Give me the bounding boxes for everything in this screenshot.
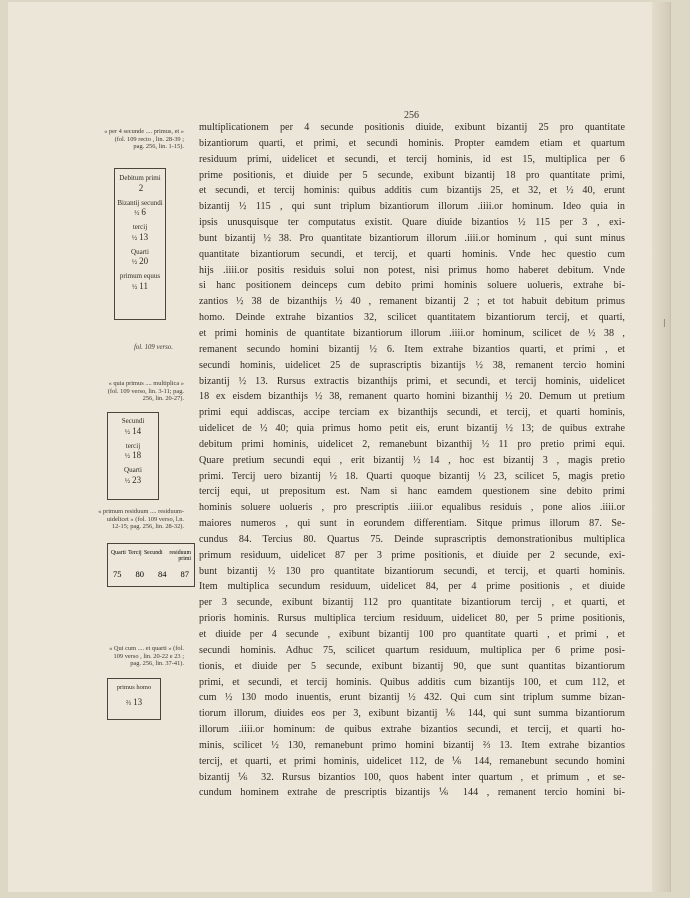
- table-header-cell: Tercij: [128, 550, 142, 556]
- text-line: bizantiorum quarti, et primi, et secundi hominis. Propter eamdem etiam et quartum: [199, 137, 625, 149]
- text-line: et secundi, et tercij hominis: quibus additis cum bizantijs 25, et 32, et ½ 40, erunt: [199, 185, 625, 197]
- box-entry-fraction: ½: [131, 233, 138, 242]
- box-entry-label: primum equus: [119, 272, 161, 280]
- box5-label: primus homo: [116, 684, 152, 691]
- text-line: cundum hominem extrahe de prescriptis bizantijs ⅙ 144 , remanent tercio homini bi-: [199, 787, 625, 799]
- calc-box-2: [107, 412, 159, 500]
- text-line: tercij equi, ut prepositum est. Nam si hanc eamdem questionem sine debito primi: [199, 486, 625, 498]
- text-line: secundi hominis. Adhuc 75, scilicet quartum residuum, multiplica per 6 prime posi-: [199, 644, 625, 656]
- text-line: tiorum illorum, diuides eos per 3, exibunt bizantij ⅙ 144, qui sunt summa bizantiorum: [199, 708, 625, 720]
- text-line: bunt bizantij ½ 38. Pro quantitate bizantiorum illorum .iiii.or hominum , qui sunt minus: [199, 232, 625, 244]
- margin-note-line: 109 verso , lin. 20-22 e 23 ;: [113, 652, 184, 660]
- margin-note-line: (fol. 109 recto , lin. 28-39 ;: [114, 135, 184, 143]
- text-line: prioris hominis. Rursus multiplica tercium residuum, uidelicet 80, per 5 prime positionis,: [199, 613, 625, 625]
- table-header-cell: residuum primi: [169, 550, 191, 562]
- text-line: per 3 secunde, exibunt bizantij 112 pro quantitate bizantiorum tercij , et quarti, et: [199, 597, 625, 609]
- box-entry-label: Secundi: [121, 417, 145, 425]
- calc-box-5: [107, 678, 161, 720]
- table-header-cell: Secundi: [143, 550, 163, 556]
- box-entry-label: tercij: [132, 223, 148, 231]
- box-entry-label: Bizantij secundi: [117, 198, 163, 207]
- text-line: cundus 84. Tercius 80. Quartus 75. Deinde suprascriptis demonstrationibus multiplica: [199, 533, 625, 545]
- box-entry-fraction: ½: [134, 209, 140, 217]
- text-line: bizantij ½ 13. Rursus extractis bizanthijs primi, et secundi, et tercij hominis, uidelicet: [199, 375, 625, 387]
- box-entry-number: 6: [141, 207, 146, 217]
- box-entry-value: [115, 207, 165, 219]
- margin-note-3: [60, 508, 184, 531]
- box5-value: [108, 697, 160, 709]
- box-entry-number: 20: [139, 256, 149, 266]
- box-entry-fraction: ½: [124, 427, 131, 436]
- text-line: bunt bizantij ½ 130 pro quantitate bizantiorum secundi, et tercij, et quarti hominis.: [199, 565, 625, 577]
- margin-note-4: [80, 645, 184, 668]
- table-value-cell: 84: [158, 569, 167, 579]
- box-entry-value: [108, 450, 158, 462]
- main-text-body: [199, 120, 625, 801]
- box-entry-value: [115, 281, 165, 293]
- text-line: bizantij ⅙ 32. Rursus bizantios 100, quos habent inter quartum , et primum , et se-: [199, 771, 625, 783]
- margin-note-line: pag. 256, lin. 1-15).: [133, 143, 184, 151]
- text-line: primum residuum, uidelicet 87 per 3 prime positionis, et diuide per 2 secunde, exi-: [199, 549, 625, 561]
- calc-box-1: [114, 168, 166, 320]
- text-line: prime positionis, et diuide per 5 secunde, exibunt bizantij 18 pro quantitate primi,: [199, 169, 625, 181]
- residuum-table: [107, 543, 195, 587]
- text-line: maiores numeros , qui sunt in eorundem differentiam. Sitque primus illorum 87. Se-: [199, 518, 625, 530]
- box-entry-label: Debitum primi: [119, 174, 161, 182]
- box-entry-number: 2: [138, 182, 144, 193]
- box-entry-label: tercij: [125, 441, 141, 450]
- text-line: tionis, et diuide per 5 secunde, exibunt bizantij 90, que sunt quantitas bizantiorum: [199, 660, 625, 672]
- box-entry-number: 14: [132, 425, 142, 436]
- text-line: multiplicationem per 4 secunde positionis diuide, exibunt bizantij 25 pro quantitate: [199, 122, 625, 133]
- table-value-cell: 87: [180, 569, 189, 579]
- box-entry-label: Quarti: [124, 466, 142, 474]
- text-line: et primi hominis de quantitate bizantiorum illorum .iiii.or hominum, scilicet de ½ 38 ,: [199, 327, 625, 339]
- margin-note-line: 256, lin. 20-27).: [142, 395, 184, 403]
- text-line: quantitate bizantiorum secundi, et tercij, et quarti hominis. Vnde hec questio cum: [199, 248, 625, 260]
- box-entry-number: 18: [132, 450, 142, 460]
- text-line: si hanc positionem deinceps cum debito primi hominis soluere uolueris, extrahe bi-: [199, 280, 625, 292]
- margin-note-line: « per 4 secunde .... primus, et »: [104, 128, 184, 135]
- text-line: et diuide per 4 secunde , exibunt bizantij 100 pro quantitate quarti , et primi , et: [199, 629, 625, 640]
- margin-note-line: (fol. 109 verso, lin. 3-11; pag.: [107, 387, 184, 395]
- margin-note-2: [66, 380, 184, 403]
- box-entry-fraction: ½: [131, 258, 138, 266]
- margin-mark: |: [663, 318, 665, 327]
- text-line: Item multiplica secundum residuum, uidelicet 84, per 4 prime positionis , et diuide: [199, 581, 625, 593]
- text-line: Quare pretium secundi equi , erit bizantij ½ 14 , hoc est bizantij 3 , magis pretio: [199, 454, 625, 466]
- box-entry-value: [108, 475, 158, 487]
- box5-number: 13: [133, 696, 143, 707]
- folio-reference: fol. 109 verso.: [134, 344, 173, 351]
- text-line: 18 ex eisdem bizanthijs ½ 38, remanent quarto homini bizanthij ½ 20. Demum ut pretium: [199, 391, 625, 403]
- text-line: primi equi addiscas, accipe terciam ex bizanthijs secundi, et tercij, et quarti hominis,: [199, 407, 625, 419]
- page-number: 256: [404, 110, 419, 121]
- text-line: remanent secundo homini bizantij ½ 6. Item extrahe bizantios quarti, et primi , et: [199, 343, 625, 355]
- text-line: zantios ½ 38 de bizanthijs ½ 40 , remanent bizantij 2 ; et tot habuit debitum primus: [199, 296, 625, 308]
- residuum-table-headers: [108, 550, 194, 562]
- text-line: illorum .iiii.or hominum: de quibus extrahe bizantios secundi, et tercij, et quarti ho-: [199, 724, 625, 736]
- book-spine-edge: [652, 2, 670, 892]
- text-line: hijs .iiii.or positis residuis solui non potest, nisi primus homo haberet debitum. Vnde: [199, 264, 625, 276]
- box-entry-number: 11: [139, 280, 148, 291]
- text-line: residuum primi, uidelicet et secundi, et tercij hominis, id est 15, multiplica per 6: [199, 153, 625, 165]
- box-entry-label: Quarti: [131, 247, 149, 256]
- box-entry-value: [115, 232, 165, 244]
- text-line: cum ½ 130 modo inuentis, erunt bizantij ½ 432. Qui cum sint triplum summe bizan-: [199, 692, 625, 704]
- text-line: hominis soluere uolueris , pro prescriptis .iiii.or equalibus residuis , pone alios .iiii.or: [199, 502, 625, 514]
- text-line: primi. Tercij uero bizantij ½ 18. Quarti quoque bizantij ½ 23, scilicet 5, magis pretio: [199, 470, 625, 482]
- table-value-cell: 80: [135, 569, 144, 579]
- box-entry-value: [115, 183, 165, 195]
- residuum-table-values: [108, 569, 194, 579]
- box-entry-value: [108, 426, 158, 438]
- table-value-cell: 75: [113, 569, 122, 579]
- margin-note-1: [66, 128, 184, 151]
- box-entry-number: 23: [132, 474, 142, 485]
- text-line: homo. Deinde extrahe bizantios 32, scilicet quantitatem bizantiorum tercij, et quarti,: [199, 312, 625, 324]
- margin-note-line: « primum residuum .... residuum-: [98, 508, 184, 515]
- text-line: debitum primi hominis, uidelicet 2, remanebunt bizanthij ½ 11 pro pretio primi equi.: [199, 438, 625, 450]
- box-entry-fraction: ½: [124, 452, 131, 460]
- margin-note-line: 12-15; pag. 256, lin. 28-32).: [111, 523, 184, 531]
- text-line: minis, scilicet ½ 130, remanebunt primo homini bizantij ⅔ 13. Item extrahe bizantios: [199, 739, 625, 751]
- box-entry-fraction: ½: [132, 282, 138, 291]
- box5-fraction: ⅔: [125, 698, 132, 707]
- text-line: secundi hominis, uidelicet 25 de suprascriptis bizantijs ½ 38, remanent tercio homini: [199, 359, 625, 371]
- box-entry-number: 13: [139, 231, 149, 242]
- margin-note-line: pag. 256, lin. 37-41).: [130, 660, 184, 668]
- box1-entries: [115, 174, 165, 297]
- box-entry-fraction: ½: [124, 476, 131, 485]
- margin-note-line: uidelicet » (fol. 109 verso, l.n.: [106, 515, 184, 523]
- table-header-cell: Quarti: [111, 550, 126, 556]
- text-line: bizantij ½ 115 , qui sunt triplum bizantiorum illorum .iiii.or hominum. Ideo quia in: [199, 201, 625, 213]
- text-line: primi, et secundi, et tercij hominis. Quibus additis cum bizantijs 100, et cum 112, et: [199, 676, 625, 688]
- box2-entries: [108, 417, 158, 491]
- text-line: ipsis unusquisque ter computatus existit. Quare diuide bizantios ½ 115 per 3 , exi-: [199, 217, 625, 229]
- box-entry-value: [115, 256, 165, 268]
- text-line: uidelicet de ½ 40; quia primus homo petit eis, erunt bizantij ½ 13; de quibus extrahe: [199, 423, 625, 435]
- margin-note-line: « quia primus .... multiplica »: [108, 380, 184, 387]
- margin-note-line: « Qui cum .... et quarti » (fol.: [109, 645, 184, 652]
- text-line: tercij, et quarti, et primi hominis, uidelicet 112, de ⅙ 144, remanebunt secundo homini: [199, 755, 625, 767]
